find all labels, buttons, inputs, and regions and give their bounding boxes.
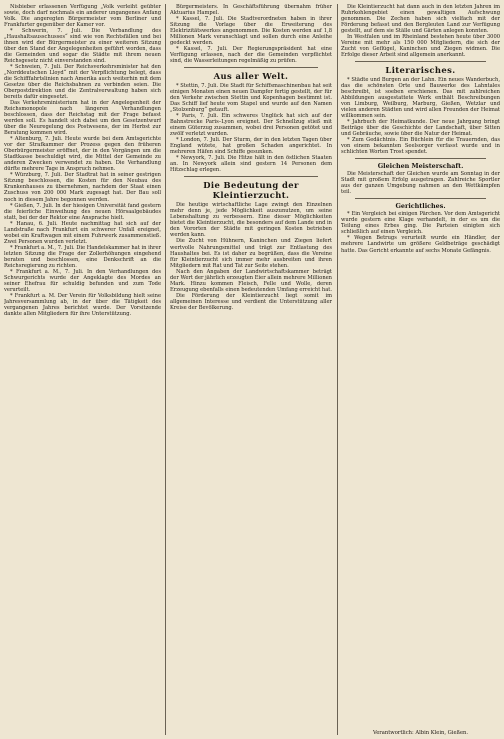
paragraph: * Kassel, 7. Juli. Der Regierungspräsident hat eine Verfügung erlassen, nach der die Gemeinden verpflichtet sind, die Wasserleitungen regelmäßig zu prüfen. xyxy=(170,46,332,65)
paragraph: * London, 7. Juli. Der Sturm, der in den letzten Tagen über England wütete, hat großen Schaden angerichtet. In mehreren Häfen sind Schiffe gesunken. xyxy=(170,137,332,156)
paragraph: * Würzburg, 7. Juli. Der Stadtrat hat in seiner gestrigen Sitzung beschlossen, die Kosten für den Neubau des Krankenhauses zu übernehmen, nachdem der Staat einen Zuschuss von 200 000 Mark zugesagt hat. Der Bau soll noch in diesem Jahre begonnen werden. xyxy=(4,172,161,203)
section-rule xyxy=(355,61,486,62)
paragraph: * Zum Gedächtnis. Ein Büchlein für die Trauernden, das von einem bekannten Seelsorger verfasst wurde und in schlichten Worten Trost spendet. xyxy=(341,137,500,156)
paragraph: Die Kleintierzucht hat dann auch in den letzten Jahren im Ruhrkohlengebiet einen gewaltigen Aufschwung genommen. Die Zechen haben sich vielfach mit der Förderung befasst und den Bergleuten Land zur Verfügung gestellt, auf dem sie Ställe und Gärten anlegen konnten. xyxy=(341,4,500,35)
section-heading-kleintierzucht: Die Bedeutung der Kleintierzucht. xyxy=(203,180,299,201)
paragraph: Die Förderung der Kleintierzucht liegt somit im allgemeinen Interesse und verdient die Unterstützung aller Kreise der Bevölkerung. xyxy=(170,292,332,311)
paragraph: Nisbieber erlassenen Verfügung „Volk verleiht geübter sowie, doch darf nochmals ein anderer ungangenes Anfang Volk. Die angeregten Bürgermeister vom Berliner und Frankfurter gegenüber der Kamer vor. xyxy=(4,4,161,29)
paragraph: * Frankfurt a. M. Der Verein für Volksbildung hielt seine Jahresversammlung ab, in der über die Tätigkeit des vergangenen Jahres berichtet wurde. Der Vorsitzende dankte allen Mitgliedern für ihre Unterstützung. xyxy=(4,292,161,317)
section-heading-aus-aller-welt: Aus aller Welt. xyxy=(213,71,289,82)
paragraph: * Ein Vergleich bei einigen Pärchen. Vor dem Amtsgericht wurde gestern eine Klage verhandelt, in der es um die Teilung eines Erbes ging. Die Parteien einigten sich schließlich auf einen Vergleich. xyxy=(341,211,500,236)
paragraph: Die Zucht von Hühnern, Kaninchen und Ziegen liefert wertvolle Nahrungsmittel und trägt zur Entlastung des Haushaltes bei. Es ist daher zu begrüßen, dass die Vereine für Kleintierzucht sich immer mehr ausbreiten und ihren Mitgliedern mit Rat und Tat zur Seite stehen. xyxy=(170,238,332,269)
section-rule xyxy=(184,67,318,68)
paragraph: * Kassel, 7. Juli. Die Stadtverordneten haben in ihrer Sitzung die Vorlage über die Erweiterung des Elektrizitätswerkes angenommen. Die Kosten werden auf 1,8 Millionen Mark veranschlagt und sollen durch eine Anleihe gedeckt werden. xyxy=(170,16,332,47)
section-heading-gerichtliches: Gerichtliches. xyxy=(395,202,446,211)
column-1 xyxy=(4,4,161,736)
paragraph: Bürgermeisters. In Geschäftsführung übernahm früher Aktuarius Hampel. xyxy=(170,4,332,17)
paragraph: Das Verkehrsministerium hat in der Angelegenheit der Reichsmonopole nach längeren Verhandlungen beschlossen, dass der Reichstag mit der Frage befasst werden soll. Es handelt sich dabei um den Gesetzentwurf über die Neuregelung des Postwesens, der im Herbst zur Beratung kommen wird. xyxy=(4,100,161,137)
paragraph: * Frankfurt a. M., 7. Juli. In den Verhandlungen des Schwurgerichts wurde der Angeklagte des Mordes an seiner Ehefrau für schuldig befunden und zum Tode verurteilt. xyxy=(4,268,161,293)
paragraph: Die heutige wirtschaftliche Lage zwingt den Einzelnen mehr denn je, jede Möglichkeit auszunutzen, um seine Lebenshaltung zu verbessern. Eine dieser Möglichkeiten bietet die Kleintierzucht, die besonders auf dem Lande und in den Vororten der Städte mit geringen Kosten betrieben werden kann. xyxy=(170,202,332,239)
paragraph: Nach den Angaben der Landwirtschaftskammer beträgt der Wert der jährlich erzeugten Eier allein mehrere Millionen Mark. Hinzu kommen Fleisch, Felle und Wolle, deren Erzeugung ebenfalls einen bedeutenden Umfang erreicht hat. xyxy=(170,268,332,293)
paragraph: * Wegen Betrugs verurteilt wurde ein Händler, der mehrere Landwirte um größere Geldbeträge geschädigt hatte. Das Gericht erkannte auf sechs Monate Gefängnis. xyxy=(341,235,500,254)
paragraph: * Paris, 7. Juli. Ein schweres Unglück hat sich auf der Bahnstrecke Paris–Lyon ereignet. Der Schnellzug stieß mit einem Güterzug zusammen, wobei drei Personen getötet und zwölf verletzt wurden. xyxy=(170,113,332,138)
section-rule xyxy=(355,158,486,159)
paragraph: Die Meisterschaft der Gleichen wurde am Sonntag in der Stadt mit großem Erfolg ausgetragen. Zahlreiche Sportler aus der ganzen Umgebung nahmen an den Wettkämpfen teil. xyxy=(341,171,500,196)
section-rule xyxy=(355,198,486,199)
paragraph: * Altenburg, 7. Juli. Heute wurde bei dem Amtsgerichte vor der Strafkammer der Prozess gegen den früheren Oberbürgermeister eröffnet, der in den Vorgängen um die Stadtkasse beschuldigt wird, die Mittel der Gemeinde zu anderen Zwecken verwendet zu haben. Die Verhandlung dürfte mehrere Tage in Anspruch nehmen. xyxy=(4,136,161,173)
paragraph: * Frankfurt a. M., 7. Juli. Die Handelskammer hat in ihrer letzten Sitzung die Frage der Zollerhöhungen eingehend beraten und beschlossen, eine Denkschrift an die Reichsregierung zu richten. xyxy=(4,244,161,269)
section-heading-literarisches: Literarisches. xyxy=(385,65,456,76)
section-heading-meisterschaft: Gleichen Meisterschaft. xyxy=(377,162,464,171)
column-3 xyxy=(341,4,500,736)
paragraph: * Schweien, 7. Juli. Der Reichsverkehrsminister hat den „Norddeutschen Lloyd“ mit der Verpflichtung belegt, dass die Schifffahrtslinien nach Amerika auch weiterhin mit dem Gesetze über die Reichsbahnen zu verbinden seien. Die Oberpostdirektion und die Zentralverwaltung haben sich bereits dafür eingesetzt. xyxy=(4,64,161,101)
section-rule xyxy=(184,176,318,177)
paragraph: * Städte und Burgen an der Lahn. Ein neues Wanderbuch, das die schönsten Orte und Bauwerke des Lahntales beschreibt, ist soeben erschienen. Das mit zahlreichen Abbildungen ausgestattete Werk enthält Beschreibungen von Limburg, Weilburg, Marburg, Gießen, Wetzlar und vielen anderen Städten und wird allen Freunden der Heimat willkommen sein. xyxy=(341,77,500,120)
imprint-line: Verantwortlich: Albin Klein, Gießen. xyxy=(341,730,500,736)
paragraph: * Jahrbuch der Heimatkunde. Der neue Jahrgang bringt Beiträge über die Geschichte der Landschaft, über Sitten und Gebräuche, sowie über die Natur der Heimat. xyxy=(341,119,500,138)
paragraph: * Stettin, 7. Juli. Die Stadt für Schiffsmaschinenbau hat seit einigen Monaten einen neuen Dampfer fertig gestellt, der für den Verkehr zwischen Stettin und Kopenhagen bestimmt ist. Das Schiff lief heute vom Stapel und wurde auf den Namen „Stolzenburg“ getauft. xyxy=(170,83,332,114)
column-2 xyxy=(170,4,332,736)
column-divider xyxy=(165,4,166,735)
column-divider xyxy=(337,4,338,735)
paragraph: * Schwerin, 7. Juli. Die Verbandlung des „Haushaltsausschusses“ sind wie von Rechtsfällen und bei ihnen wird der Bürgermeister zu einer weiteren Sitzung über den Stand der Angelegenheiten geführt worden, dass die Gemeinden und sogar die Städte mit ihrem neuen Reichsgesetz nicht einverstanden sind. xyxy=(4,28,161,65)
paragraph: * Hanau, 6. Juli. Heute nachmittag hat sich auf der Landstraße nach Frankfurt ein schwerer Unfall ereignet, wobei ein Kraftwagen mit einem Fuhrwerk zusammenstieß. Zwei Personen wurden verletzt. xyxy=(4,220,161,245)
paragraph: * Gießen, 7. Juli. In der hiesigen Universität fand gestern die feierliche Einweihung des neuen Hörsaalgebäudes statt, bei der der Rektor eine Ansprache hielt. xyxy=(4,202,161,221)
paragraph: * Newyork, 7. Juli. Die Hitze hält in den östlichen Staaten an. In Newyork allein sind gestern 14 Personen dem Hitzschlag erlegen. xyxy=(170,155,332,174)
paragraph: In Westfalen und im Rheinland bestehen heute über 3000 Vereine mit mehr als 150 000 Mitgliedern, die sich der Zucht von Geflügel, Kaninchen und Ziegen widmen. Die Erfolge dieser Arbeit sind allgemein anerkannt. xyxy=(341,34,500,59)
